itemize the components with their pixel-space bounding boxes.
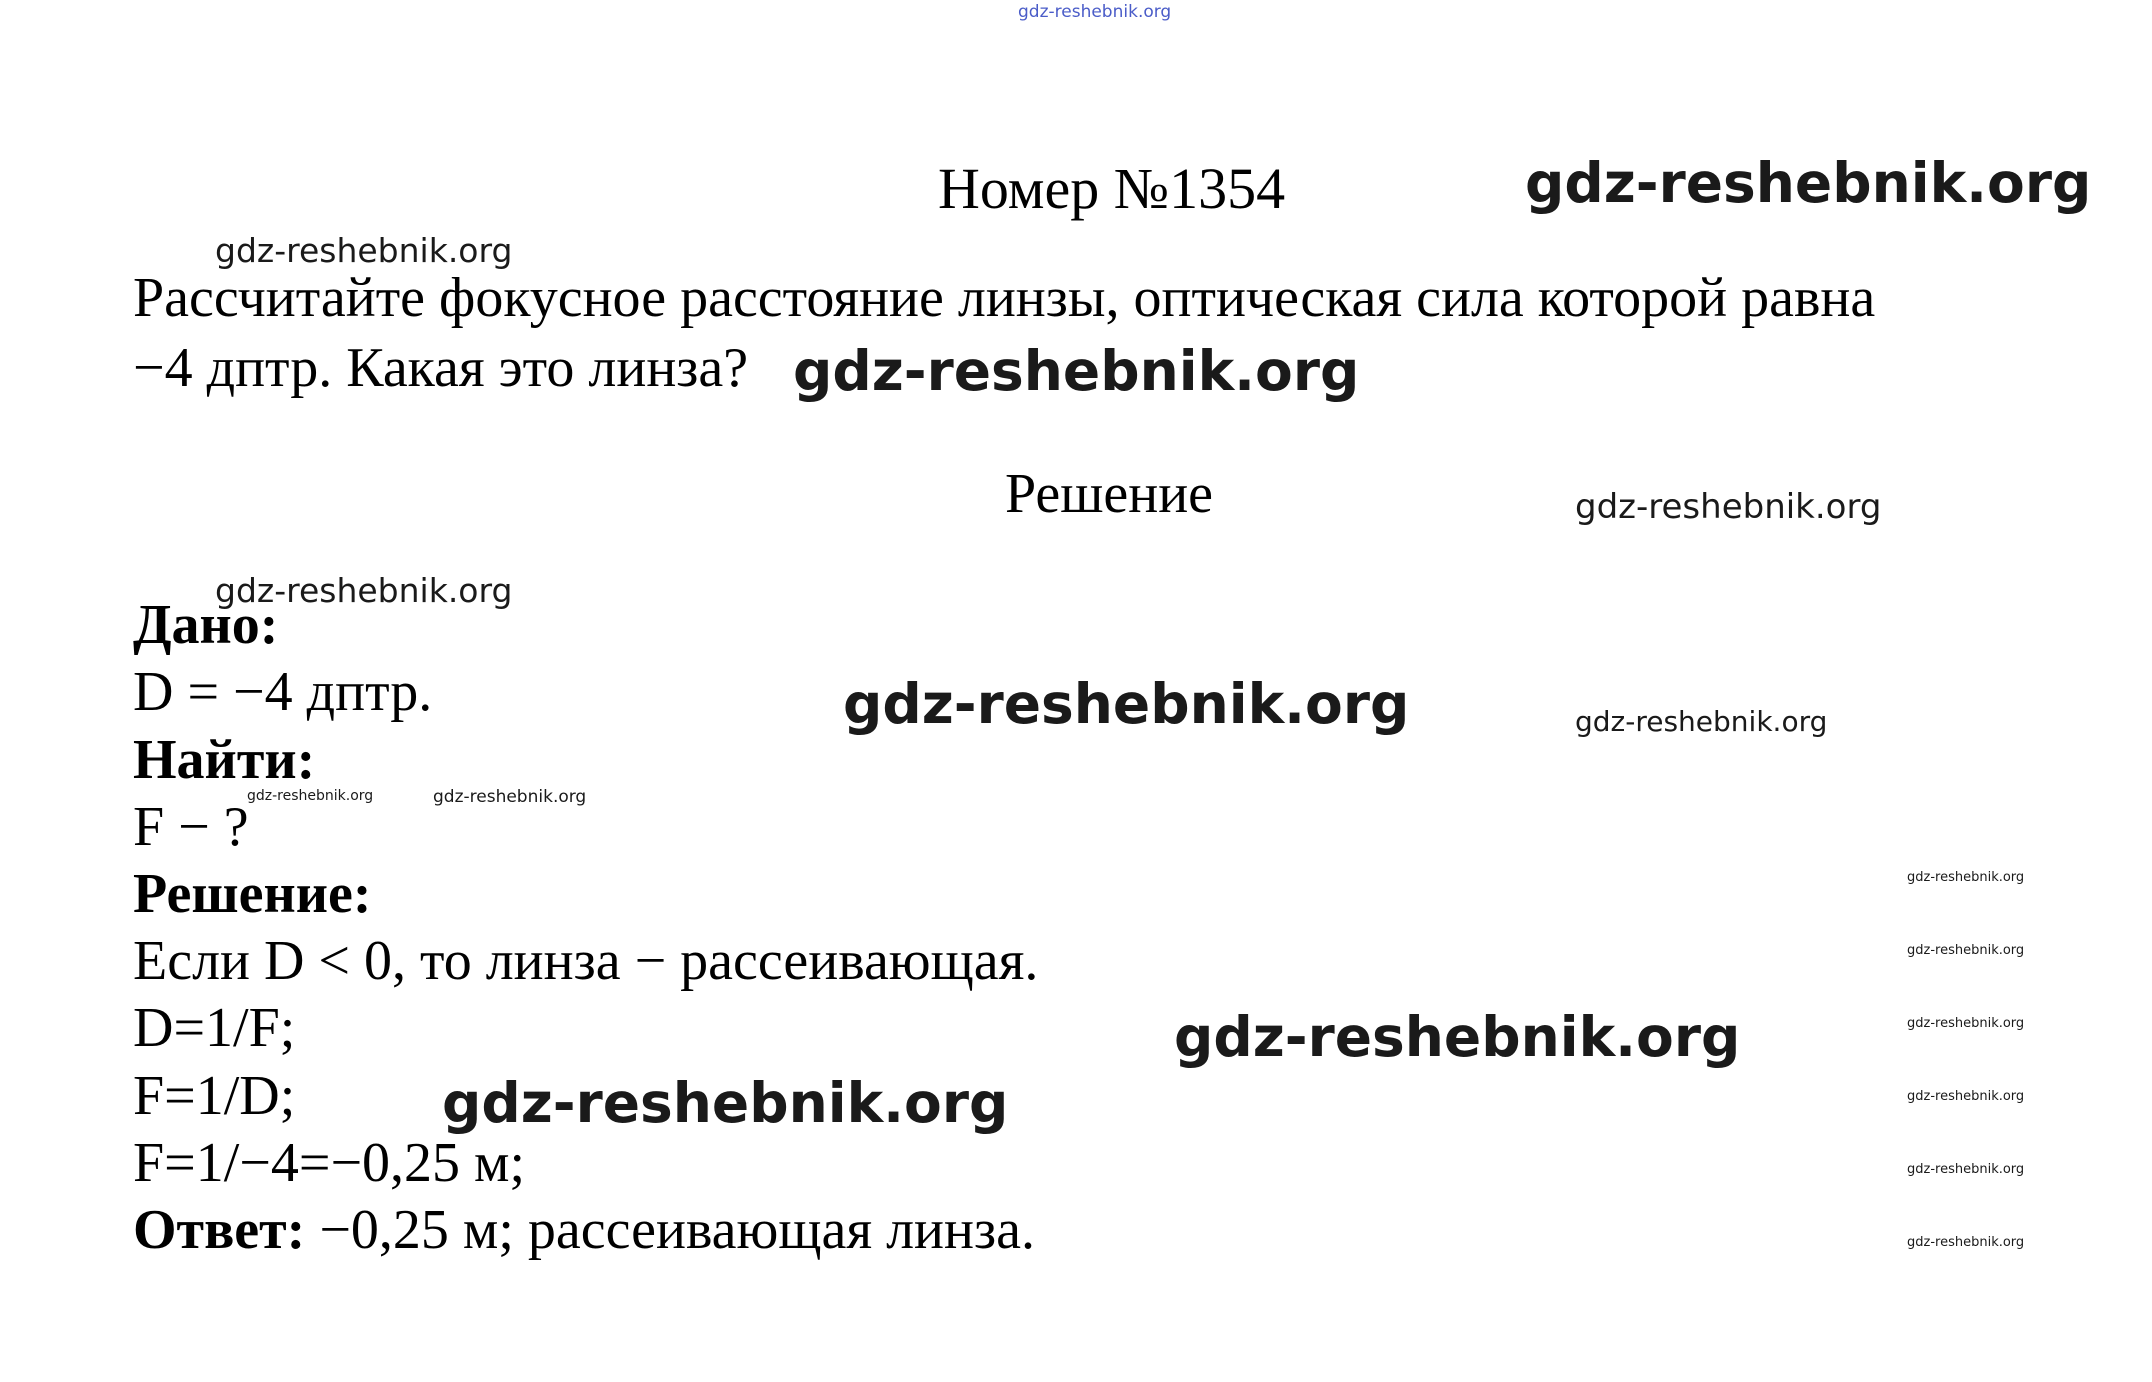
watermark: gdz-reshebnik.org (433, 787, 587, 807)
top-watermark-link[interactable]: gdz-reshebnik.org (1018, 2, 1172, 22)
solution-step: Если D < 0, то линза − рассеивающая. (133, 930, 1039, 992)
watermark: gdz-reshebnik.org (1907, 870, 2025, 885)
solution-step: F=1/D; (133, 1065, 296, 1127)
solution-step: D=1/F; (133, 997, 296, 1059)
watermark: gdz-reshebnik.org (1525, 151, 2092, 215)
watermark: gdz-reshebnik.org (215, 571, 513, 610)
watermark: gdz-reshebnik.org (1907, 1162, 2025, 1177)
watermark: gdz-reshebnik.org (1907, 1089, 2025, 1104)
watermark: gdz-reshebnik.org (442, 1071, 1009, 1135)
watermark: gdz-reshebnik.org (1174, 1005, 1741, 1069)
watermark: gdz-reshebnik.org (843, 672, 1410, 736)
watermark: gdz-reshebnik.org (1907, 943, 2025, 958)
watermark: gdz-reshebnik.org (1907, 1016, 2025, 1031)
problem-number-title: Номер №1354 (938, 156, 1286, 221)
watermark: gdz-reshebnik.org (1907, 1235, 2025, 1250)
watermark: gdz-reshebnik.org (215, 231, 513, 270)
problem-text-line-1: Рассчитайте фокусное расстояние линзы, оптическая сила которой равна (133, 267, 1876, 329)
find-value: F − ? (133, 796, 249, 858)
solution-label: Решение: (133, 863, 372, 925)
given-value: D = −4 дптр. (133, 661, 433, 723)
watermark: gdz-reshebnik.org (1575, 487, 1882, 527)
answer-value: −0,25 м; рассеивающая линза. (305, 1199, 1035, 1261)
watermark: gdz-reshebnik.org (247, 788, 374, 804)
answer-line (133, 1199, 1035, 1261)
answer-label: Ответ: (133, 1199, 306, 1261)
solution-step: F=1/−4=−0,25 м; (133, 1132, 526, 1194)
given-label: Дано: (133, 594, 279, 656)
solution-heading: Решение (1005, 463, 1214, 525)
find-label: Найти: (133, 729, 316, 791)
problem-text-line-2: −4 дптр. Какая это линза? (133, 337, 749, 399)
watermark: gdz-reshebnik.org (1575, 705, 1828, 738)
watermark: gdz-reshebnik.org (793, 339, 1360, 403)
